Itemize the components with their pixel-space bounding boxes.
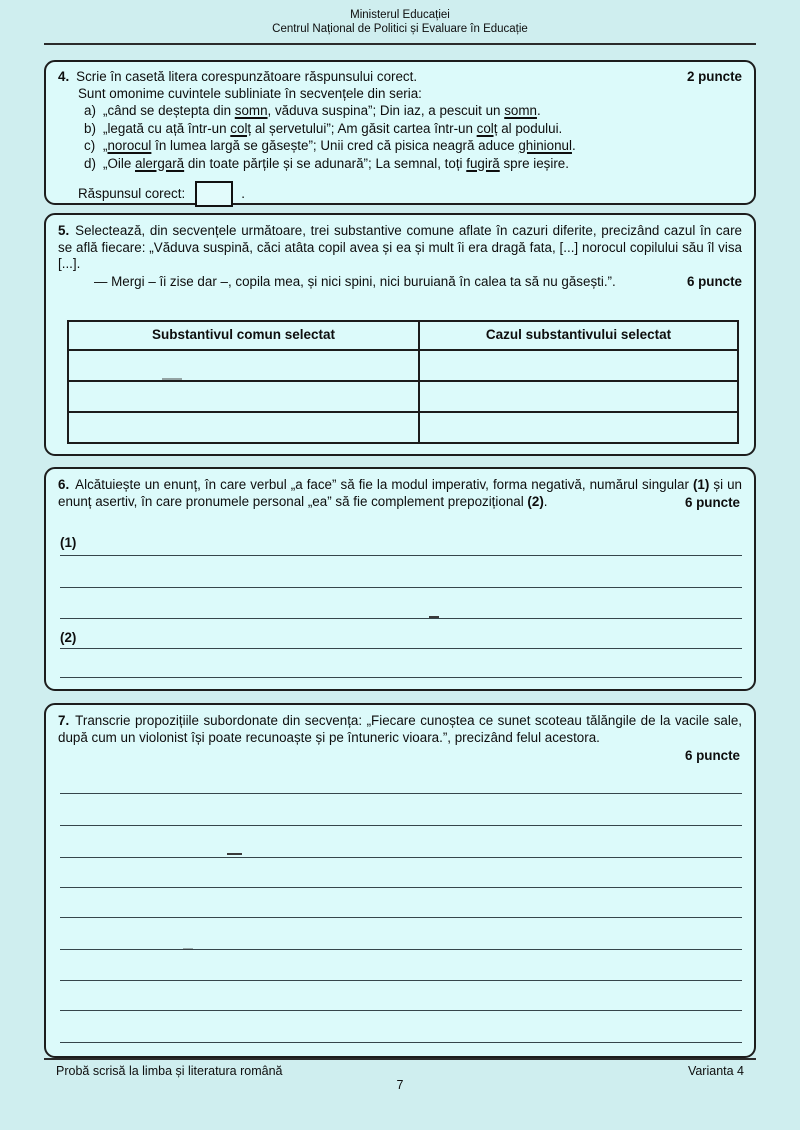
writing-line <box>60 1042 742 1043</box>
question-6-box <box>44 467 756 691</box>
writing-line <box>60 555 742 556</box>
header-divider <box>44 43 756 45</box>
question-6-text: 6. Alcătuiește un enunț, în care verbul „a face” să fie la modul imperativ, forma negativă, numărul singular (1) și un enunț asertiv, în care pronumele personal „ea” să fie complement prepozițional (2). <box>58 477 742 509</box>
question-4-intro: Scrie în casetă litera corespunzătoare răspunsului corect. <box>76 69 418 84</box>
option-a <box>84 103 742 120</box>
question-5-dialogue: — Mergi – îi zise dar –, copila mea, și nici spini, nici buruiană în calea ta să nu găsești.”. <box>94 273 616 289</box>
footer <box>44 1064 756 1078</box>
writing-line <box>60 1010 742 1011</box>
table-cell <box>68 412 419 443</box>
answer-row <box>78 181 742 207</box>
writing-line <box>60 677 742 678</box>
writing-line <box>60 917 742 918</box>
table-header-case: Cazul substantivului selectat <box>419 321 738 350</box>
write-label-2: (2) <box>60 630 77 645</box>
table-cell <box>68 381 419 412</box>
question-7-text: 7. Transcrie propozițiile subordonate din secvența: „Fiecare cunoștea ce sunet scoteau tălăngile de la vacile sale, după cum un violonist își poate recunoaște și pe întuneric vioara.”, precizând felul acestora. <box>58 713 742 745</box>
footer-divider <box>44 1058 756 1060</box>
question-5-number: 5. <box>58 223 70 238</box>
option-a-label: a) <box>84 103 96 118</box>
answer-label: Răspunsul corect: <box>78 185 186 201</box>
writing-line <box>60 887 742 888</box>
answer-table <box>67 320 739 444</box>
table-header-row <box>68 321 738 350</box>
writing-line <box>60 618 742 619</box>
option-b-label: b) <box>84 120 96 136</box>
table-header-noun: Substantivul comun selectat <box>68 321 419 350</box>
table-cell <box>419 350 738 381</box>
writing-line <box>60 857 742 858</box>
table-cell <box>68 350 419 381</box>
footer-variant: Varianta 4 <box>687 1064 744 1078</box>
question-7-number: 7. <box>58 713 70 728</box>
footer-exam-title: Probă scrisă la limba și literatura română <box>56 1064 283 1078</box>
question-5-points: 6 puncte <box>686 273 742 289</box>
option-b <box>84 121 742 138</box>
scan-artifact <box>162 378 182 380</box>
question-5-box <box>44 213 756 456</box>
question-6-points: 6 puncte <box>684 495 740 510</box>
writing-line <box>60 980 742 981</box>
writing-line <box>60 648 742 649</box>
question-7-box <box>44 703 756 1058</box>
page-number: 7 <box>396 1078 404 1092</box>
answer-suffix: . <box>241 185 245 201</box>
option-d-text: „Oile alergară din toate părțile și se adunară”; La semnal, toți fugiră spre ieșire. <box>103 155 569 171</box>
table-cell <box>419 412 738 443</box>
table-row <box>68 350 738 381</box>
scan-artifact <box>183 948 193 950</box>
writing-line <box>60 825 742 826</box>
option-c-text: „norocul în lumea largă se găsește”; Unii cred că pisica neagră aduce ghinionul. <box>103 138 576 153</box>
writing-line <box>60 949 742 950</box>
write-label-1: (1) <box>60 535 77 550</box>
document-header <box>0 8 800 36</box>
answer-write-box <box>195 181 233 207</box>
scan-artifact <box>429 616 439 618</box>
question-4-number: 4. <box>58 69 70 84</box>
writing-line <box>60 793 742 794</box>
writing-line <box>60 587 742 588</box>
question-4-header <box>58 69 742 86</box>
question-6-number: 6. <box>58 477 70 492</box>
question-4-points: 2 puncte <box>686 69 742 84</box>
table-row <box>68 412 738 443</box>
option-c <box>84 138 742 155</box>
option-a-text: „când se deștepta din somn, văduva suspina”; Din iaz, a pescuit un somn. <box>103 103 541 118</box>
question-4-box <box>44 60 756 205</box>
center-title: Centrul Național de Politici și Evaluare în Educație <box>272 23 528 35</box>
question-5-dialogue-row <box>58 274 742 291</box>
option-b-text: „legată cu ață într-un colț al șervetului”; Am găsit cartea într-un colț al podului. <box>103 120 563 136</box>
question-4-subtitle: Sunt omonime cuvintele subliniate în secvențele din seria: <box>78 85 422 101</box>
ministry-title: Ministerul Educației <box>350 9 450 21</box>
option-d-label: d) <box>84 155 96 171</box>
option-d <box>84 156 742 173</box>
scan-artifact <box>227 853 242 855</box>
question-5-text: 5. Selectează, din secvențele următoare, trei substantive comune aflate în cazuri diferite, precizând cazul în care se află fiecare: „Văduva suspină, căci atâta copil avea și ea și mult îi era dragă fata, [...] norocul copilului său îl visa [...]. <box>58 223 742 271</box>
option-c-label: c) <box>84 138 96 153</box>
table-cell <box>419 381 738 412</box>
table-row <box>68 381 738 412</box>
question-7-points: 6 puncte <box>684 748 740 763</box>
